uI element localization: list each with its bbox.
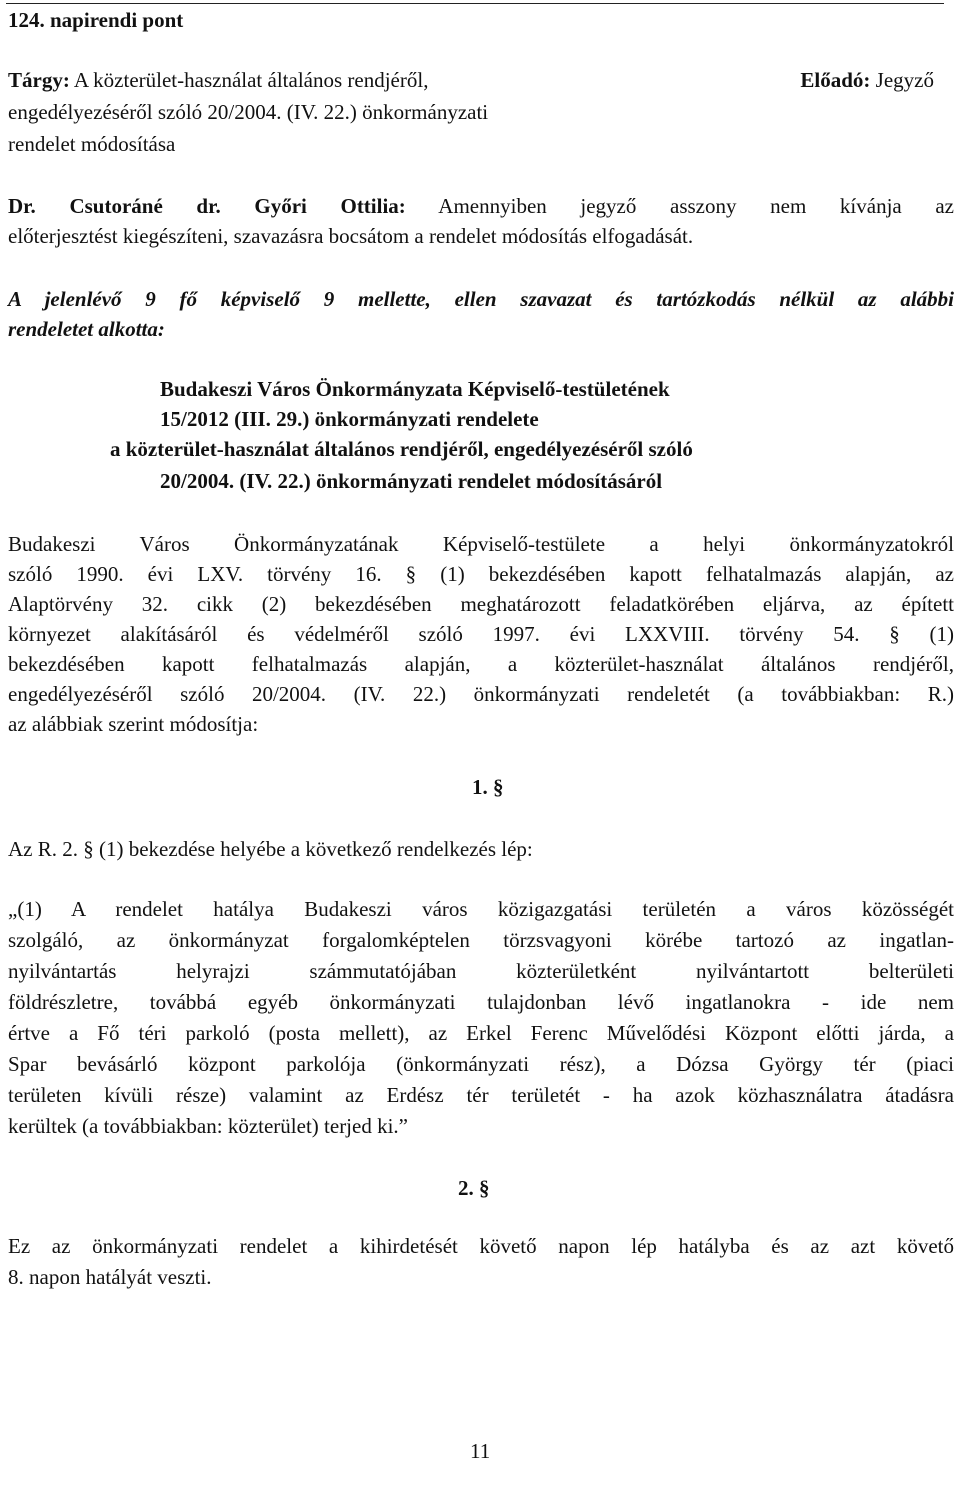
speech-text: Amennyiben jegyző asszony nem kívánja az	[438, 194, 955, 218]
preamble-line-7: az alábbiak szerint módosítja:	[8, 712, 259, 736]
preamble-line-6: engedélyezéséről szóló 20/2004. (IV. 22.) önkormányzati rendeletét (a továbbiakban: R.)	[8, 682, 954, 706]
subject-line-3: rendelet módosítása	[8, 132, 176, 156]
subject-text-1: A közterület-használat általános rendjéről,	[73, 68, 429, 92]
quote-line-7: területen kívüli része) valamint az Erdész tér területét - ha azok közhasználatra átadásra	[8, 1083, 954, 1107]
quote-line-5: értve a Fő téri parkoló (posta mellett), az Erkel Ferenc Művelődési Központ előtti járda, a	[8, 1021, 954, 1045]
quote-line-2: szolgáló, az önkormányzat forgalomképtelen törzsvagyoni körébe tartozó az ingatlan-	[8, 928, 954, 952]
quote-line-8: kerültek (a továbbiakban: közterület) terjed ki.”	[8, 1114, 408, 1138]
quote-line-1: „(1) A rendelet hatálya Budakeszi város közigazgatási területén a város közösségét	[8, 897, 954, 921]
quote-line-4: földrészletre, továbbá egyéb önkormányzati tulajdonban lévő ingatlanokra - ide nem	[8, 990, 954, 1014]
preamble-line-3: Alaptörvény 32. cikk (2) bekezdésében meghatározott feladatkörében eljárva, az épített	[8, 592, 954, 616]
decree-title-line-2: 15/2012 (III. 29.) önkormányzati rendelete	[160, 407, 539, 431]
quote-line-3: nyilvántartás helyrajzi számmutatójában közterületként nyilvántartott belterületi	[8, 959, 954, 983]
section-2-heading: 2. §	[458, 1176, 490, 1200]
agenda-item-heading: 124. napirendi pont	[8, 8, 184, 32]
subject-label: Tárgy:	[8, 68, 70, 92]
section-1-heading: 1. §	[472, 775, 504, 799]
speech-line-2: előterjesztést kiegészíteni, szavazásra bocsátom a rendelet módosítás elfogadását.	[8, 224, 694, 248]
presenter-label: Előadó:	[800, 68, 871, 92]
preamble-line-1: Budakeszi Város Önkormányzatának Képviselő-testülete a helyi önkormányzatokról	[8, 532, 954, 556]
preamble-line-2: szóló 1990. évi LXV. törvény 16. § (1) bekezdésében kapott felhatalmazás alapján, az	[8, 562, 954, 586]
decree-title-line-3: a közterület-használat általános rendjéről, engedélyezéséről szóló	[110, 437, 693, 461]
presenter	[800, 64, 934, 96]
presenter-value: Jegyző	[875, 68, 934, 92]
vote-line-2: rendeletet alkotta:	[8, 317, 165, 341]
vote-line-1: A jelenlévő 9 fő képviselő 9 mellette, ellen szavazat és tartózkodás nélkül az alábbi	[8, 287, 954, 311]
section-2-line-2: 8. napon hatályát veszti.	[8, 1265, 212, 1289]
decree-title-line-1: Budakeszi Város Önkormányzata Képviselő-testületének	[160, 377, 670, 401]
section-2-line-1: Ez az önkormányzati rendelet a kihirdetését követő napon lép hatályba és az azt követő	[8, 1234, 954, 1258]
decree-title-line-4: 20/2004. (IV. 22.) önkormányzati rendelet módosításáról	[160, 469, 663, 493]
speaker-name: Dr. Csutoráné dr. Győri Ottilia:	[8, 194, 406, 218]
preamble-line-4: környezet alakításáról és védelméről szóló 1997. évi LXXVIII. törvény 54. § (1)	[8, 622, 954, 646]
quote-line-6: Spar bevásárló központ parkolója (önkormányzati rész), a Dózsa György tér (piaci	[8, 1052, 954, 1076]
subject-line-2: engedélyezéséről szóló 20/2004. (IV. 22.) önkormányzati	[8, 100, 489, 124]
subject-line-1	[8, 64, 428, 96]
preamble-line-5: bekezdésében kapott felhatalmazás alapján, a közterület-használat általános rendjéről,	[8, 652, 954, 676]
page-number: 11	[470, 1439, 491, 1463]
speech-line-1	[8, 190, 954, 222]
section-1-intro: Az R. 2. § (1) bekezdése helyébe a következő rendelkezés lép:	[8, 837, 533, 861]
top-rule	[6, 3, 944, 4]
